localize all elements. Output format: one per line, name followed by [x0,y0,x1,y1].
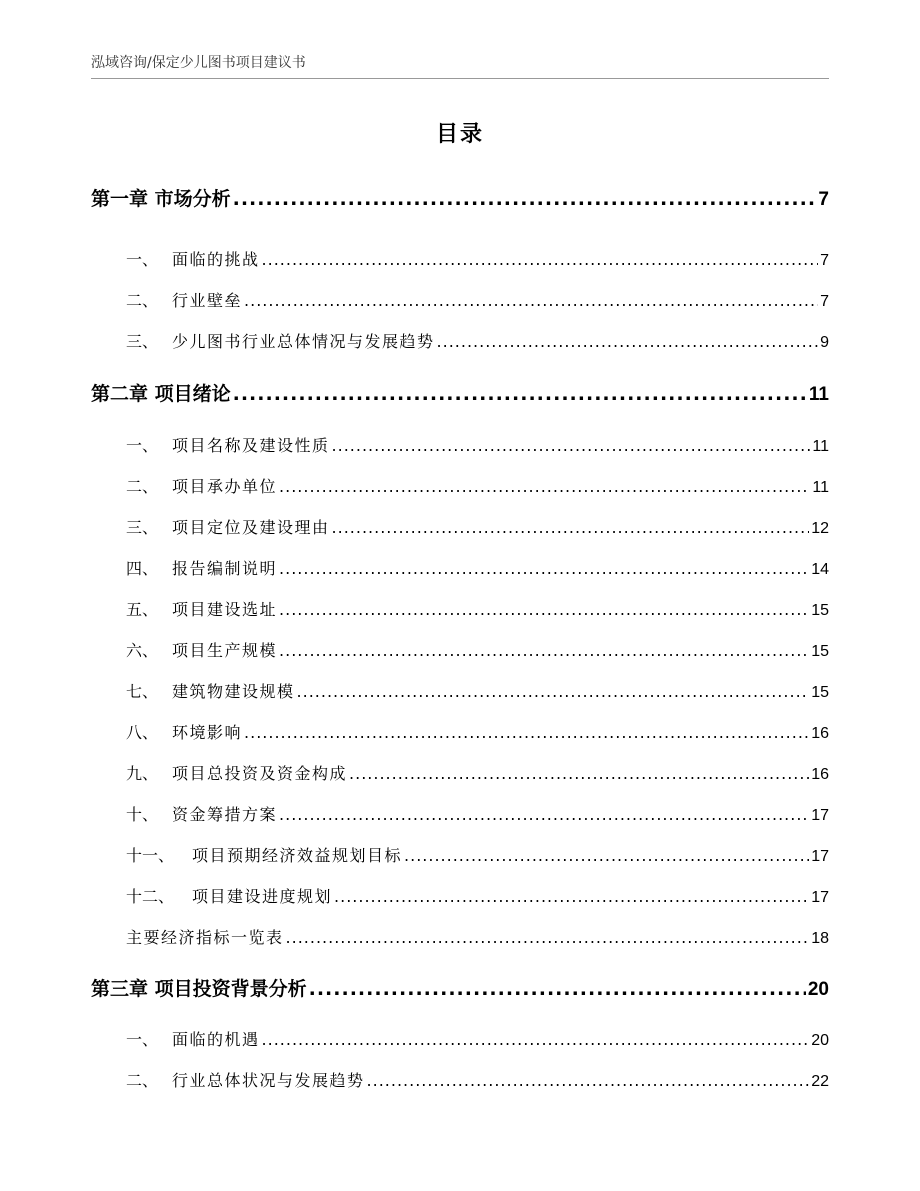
toc-section[interactable] [126,556,829,579]
toc-section[interactable] [126,433,829,456]
toc-leader-dots [262,1030,810,1049]
toc-section-number: 一、 [126,1030,159,1049]
toc-label: 行业总体状况与发展趋势 [172,1071,365,1090]
toc-label: 主要经济指标一览表 [126,928,284,947]
toc-page-number: 15 [811,684,829,701]
toc-section-number: 七、 [126,682,159,701]
toc-label: 第一章 市场分析 [91,188,231,210]
toc-label: 项目名称及建设性质 [172,436,330,455]
toc-page-number: 7 [820,293,829,310]
toc-section[interactable] [126,1068,829,1091]
toc-page-number: 16 [811,766,829,783]
toc-section-number: 二、 [126,291,159,310]
toc-label: 报告编制说明 [172,559,278,578]
toc-leader-dots [279,805,809,824]
toc-label: 项目建设进度规划 [192,887,333,906]
toc-label: 第三章 项目投资背景分析 [91,978,307,1000]
toc-leader-dots [349,764,809,783]
toc-section[interactable] [126,925,829,948]
toc-label: 面临的挑战 [172,250,260,269]
toc-section[interactable] [126,474,829,497]
toc-leader-dots [233,188,817,210]
toc-section-number: 十一、 [126,846,175,865]
toc-leader-dots [437,332,819,351]
toc-leader-dots [279,559,809,578]
toc-leader-dots [297,682,810,701]
toc-section-number: 一、 [126,436,159,455]
toc-section[interactable] [126,638,829,661]
toc-label: 资金筹措方案 [172,805,278,824]
toc-section[interactable] [126,802,829,825]
toc-section-number: 六、 [126,641,159,660]
toc-page-number: 7 [818,189,829,210]
toc-section[interactable] [126,679,829,702]
toc-page-number: 18 [811,930,829,947]
toc-section[interactable] [126,515,829,538]
toc-section-number: 十、 [126,805,159,824]
toc-page-number: 22 [811,1073,829,1090]
toc-chapter-1[interactable] [91,184,829,211]
toc-leader-dots [286,928,810,947]
toc-label: 项目建设选址 [172,600,278,619]
toc-section-number: 二、 [126,1071,159,1090]
toc-page-number: 7 [820,252,829,269]
toc-leader-dots [279,477,810,496]
toc-label: 少儿图书行业总体情况与发展趋势 [172,332,435,351]
toc-section-number: 三、 [126,518,159,537]
toc-label: 建筑物建设规模 [172,682,295,701]
toc-page-number: 17 [811,889,829,906]
toc-section[interactable] [126,1027,829,1050]
toc-label: 项目预期经济效益规划目标 [192,846,403,865]
toc-section[interactable] [126,247,829,270]
toc-label: 行业壁垒 [172,291,243,310]
toc-page-number: 11 [812,438,829,455]
toc-section[interactable] [126,720,829,743]
toc-leader-dots [262,250,819,269]
header-divider [91,78,829,79]
toc-leader-dots [279,641,809,660]
toc-page-number: 12 [811,520,829,537]
toc-leader-dots [244,291,818,310]
toc-section-number: 一、 [126,250,159,269]
toc-leader-dots [309,978,806,1000]
toc-label: 项目生产规模 [172,641,278,660]
toc-page-number: 11 [808,384,829,405]
toc-page-number: 17 [811,807,829,824]
toc-chapter-2[interactable] [91,379,829,406]
running-header: 泓域咨询/保定少儿图书项目建议书 [91,55,306,71]
toc-leader-dots [332,436,811,455]
toc-page-number: 11 [812,479,829,496]
toc-section-number: 五、 [126,600,159,619]
toc-page-number: 20 [811,1032,829,1049]
toc-page-number: 16 [811,725,829,742]
toc-section[interactable] [126,597,829,620]
toc-leader-dots [233,383,807,405]
toc-section[interactable] [126,843,829,866]
toc-section[interactable] [126,329,829,352]
toc-leader-dots [404,846,809,865]
toc-label: 项目总投资及资金构成 [172,764,348,783]
toc-leader-dots [244,723,809,742]
toc-page-number: 17 [811,848,829,865]
page-title: 目录 [435,122,484,147]
toc-section-number: 九、 [126,764,159,783]
toc-label: 项目定位及建设理由 [172,518,330,537]
toc-section[interactable] [126,884,829,907]
toc-chapter-3[interactable] [91,974,829,1001]
toc-section[interactable] [126,288,829,311]
toc-leader-dots [332,518,810,537]
toc-page-number: 15 [811,602,829,619]
toc-leader-dots [279,600,809,619]
toc-label: 面临的机遇 [172,1030,260,1049]
toc-leader-dots [334,887,809,906]
toc-section[interactable] [126,761,829,784]
toc-section-number: 八、 [126,723,159,742]
toc-page-number: 20 [807,979,829,1000]
toc-section-number: 二、 [126,477,159,496]
toc-section-number: 三、 [126,332,159,351]
toc-section-number: 十二、 [126,887,175,906]
toc-label: 项目承办单位 [172,477,278,496]
toc-section-number: 四、 [126,559,159,578]
toc-page-number: 15 [811,643,829,660]
toc-page-number: 14 [811,561,829,578]
toc-label: 第二章 项目绪论 [91,383,231,405]
toc-label: 环境影响 [172,723,243,742]
toc-page-number: 9 [820,334,829,351]
toc-leader-dots [367,1071,810,1090]
